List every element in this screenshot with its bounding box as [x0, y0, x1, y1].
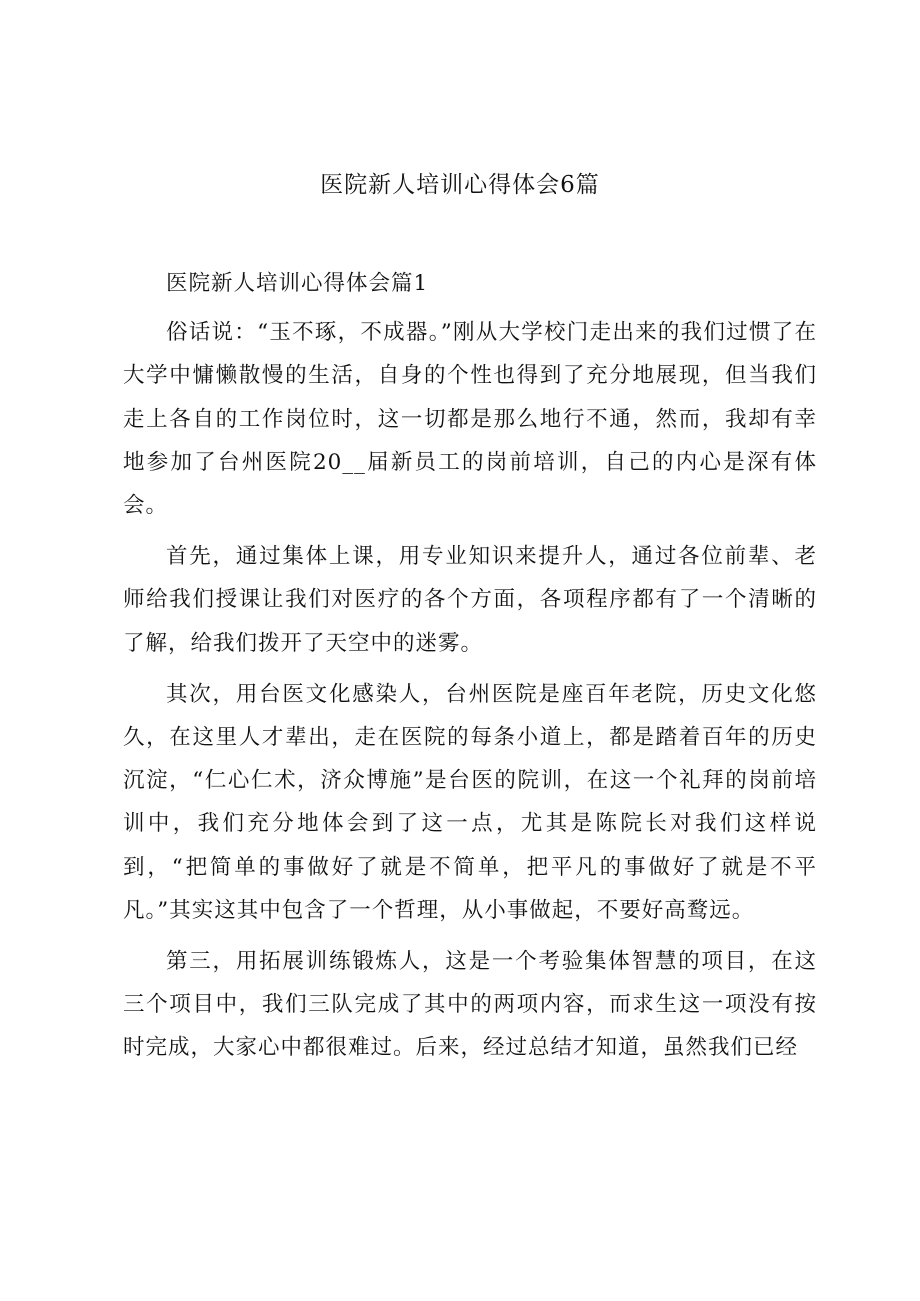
paragraph-2: 首先，通过集体上课，用专业知识来提升人，通过各位前辈、老师给我们授课让我们对医疗的各个方面，各项程序都有了一个清晰的了解，给我们拨开了天空中的迷雾。 — [123, 544, 817, 656]
paragraph-4: 第三，用拓展训练锻炼人，这是一个考验集体智慧的项目，在这三个项目中，我们三队完成了其中的两项内容，而求生这一项没有按时完成，大家心中都很难过。后来，经过总结才知道，虽然我们已经 — [123, 949, 817, 1061]
document-body — [123, 262, 817, 1070]
paragraph-3: 其次，用台医文化感染人，台州医院是座百年老院，历史文化悠久，在这里人才辈出，走在医院的每条小道上，都是踏着百年的历史沉淀，“仁心仁术，济众博施”是台医的院训，在这一个礼拜的岗前培训中，我们充分地体会到了这一点，尤其是陈院长对我们这样说到，“把简单的事做好了就是不简单，把平凡的事做好了就是不平凡。”其实这其中包含了一个哲理，从小事做起，不要好高鹜远。 — [123, 681, 817, 923]
paragraph-1: 俗话说：“玉不琢，不成器。”刚从大学校门走出来的我们过惯了在大学中慵懒散慢的生活，自身的个性也得到了充分地展现，但当我们走上各自的工作岗位时，这一切都是那么地行不通，然而，我却有幸地参加了台州医院20__届新员工的岗前培训，自己的内心是深有体会。 — [123, 320, 817, 519]
document-title: 医院新人培训心得体会6篇 — [320, 172, 600, 198]
section-heading: 医院新人培训心得体会篇1 — [166, 271, 429, 296]
